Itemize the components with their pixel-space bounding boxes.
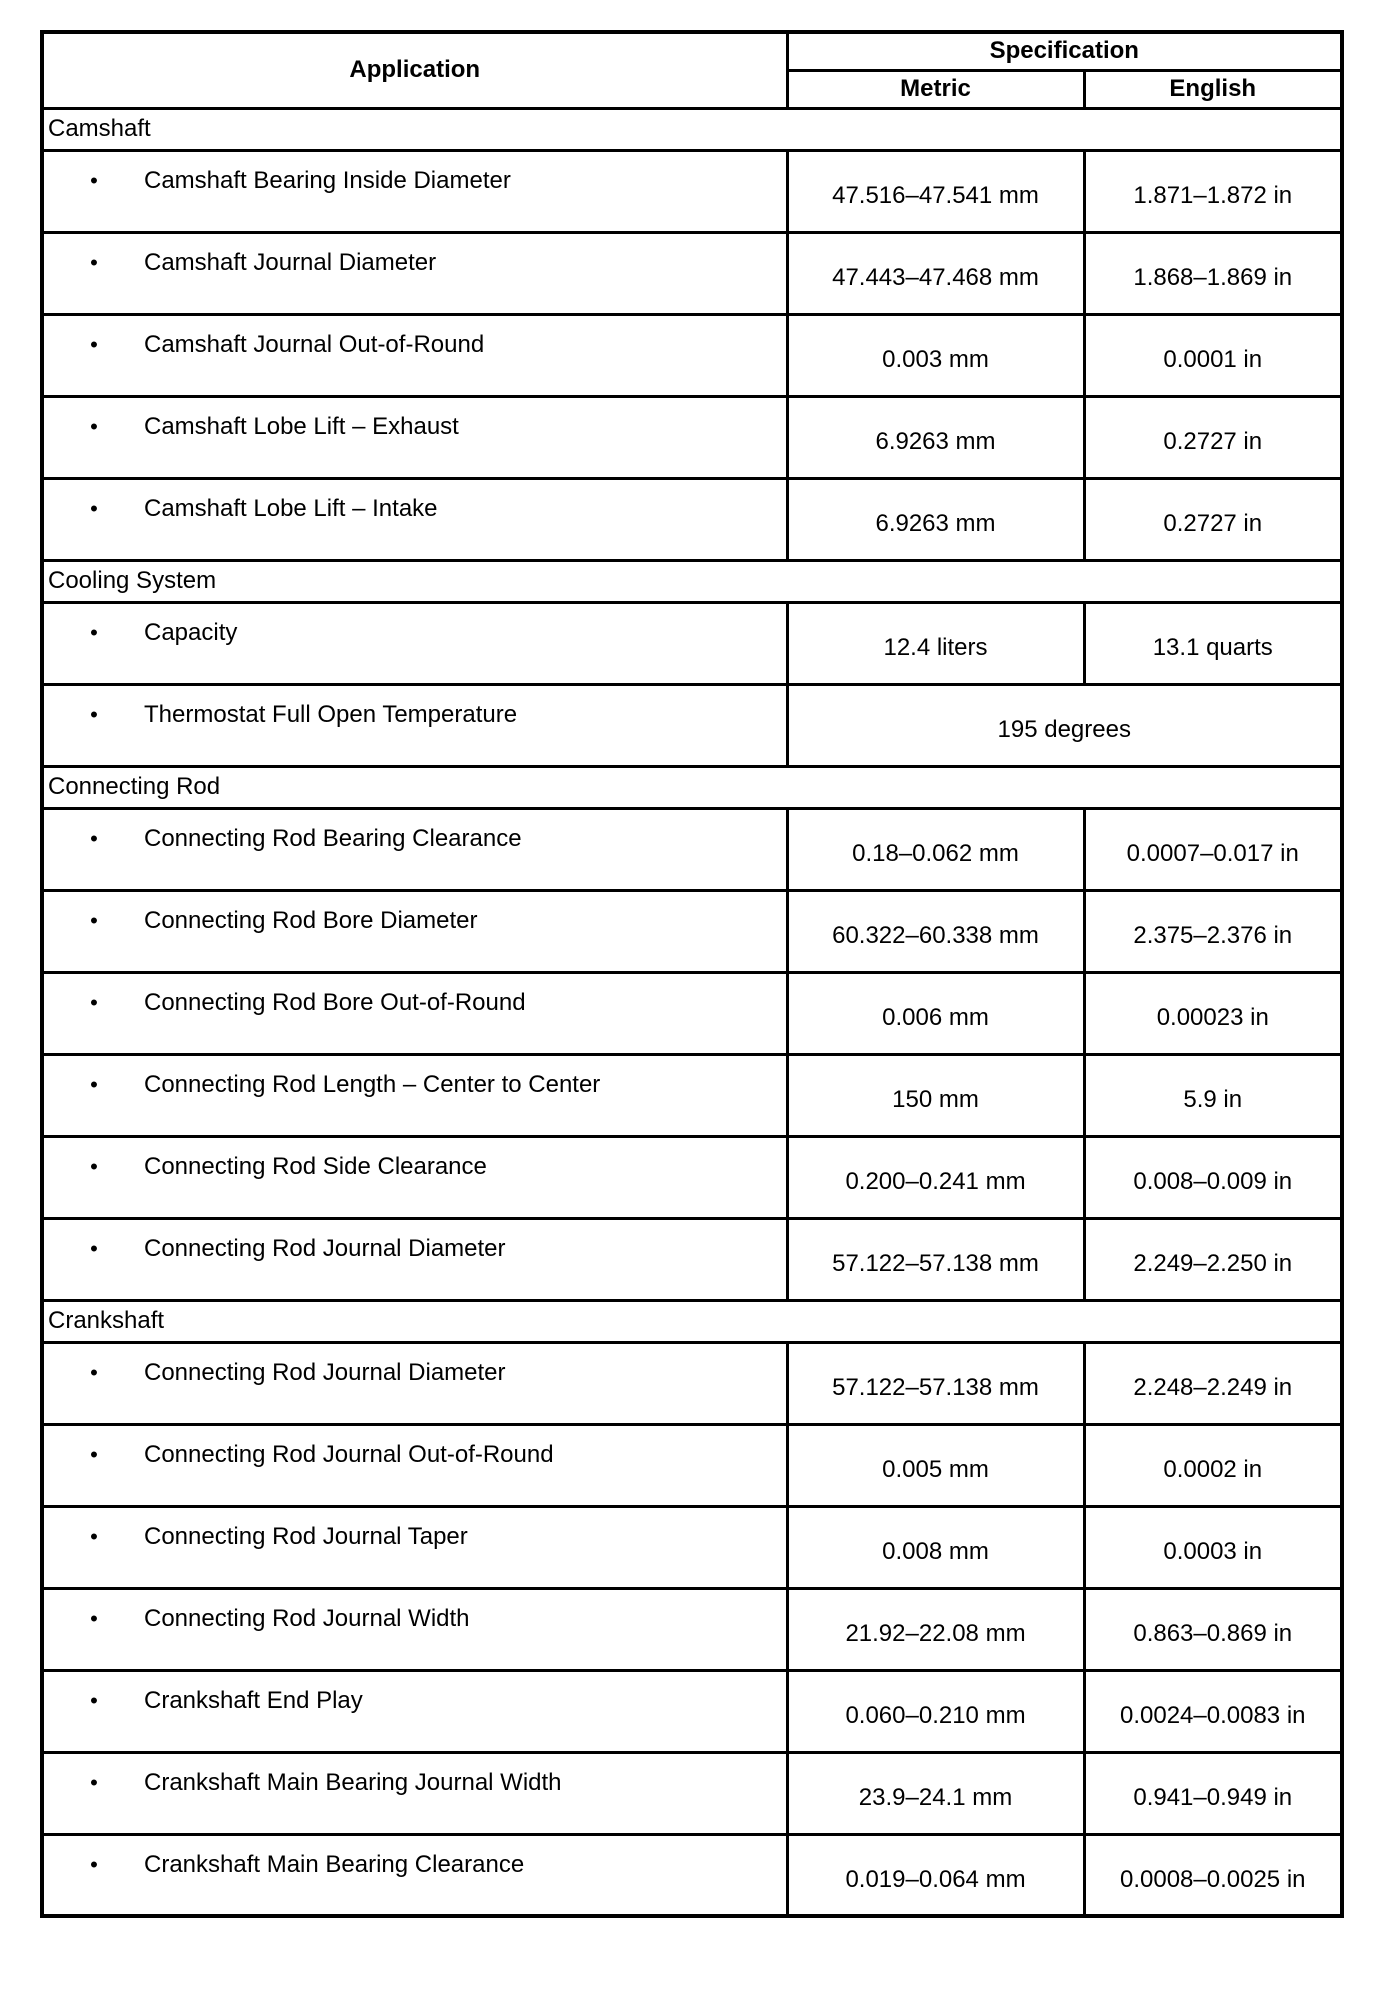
section-row xyxy=(42,108,1342,150)
table-row xyxy=(42,1136,1342,1218)
table-row xyxy=(42,890,1342,972)
item-label: Connecting Rod Journal Taper xyxy=(144,1522,468,1550)
english-value: 0.0007–0.017 in xyxy=(1084,808,1342,890)
item-label: Connecting Rod Journal Width xyxy=(144,1604,470,1632)
table-row xyxy=(42,602,1342,684)
item-label: Thermostat Full Open Temperature xyxy=(144,700,518,728)
bullet-icon: • xyxy=(90,701,98,727)
specification-header: Specification xyxy=(787,32,1342,70)
english-value: 0.2727 in xyxy=(1084,396,1342,478)
english-value: 0.008–0.009 in xyxy=(1084,1136,1342,1218)
application-cell xyxy=(42,1670,787,1752)
application-cell xyxy=(42,890,787,972)
english-value: 0.0002 in xyxy=(1084,1424,1342,1506)
table-row xyxy=(42,1424,1342,1506)
table-row xyxy=(42,1670,1342,1752)
application-cell xyxy=(42,1136,787,1218)
metric-value: 0.006 mm xyxy=(787,972,1084,1054)
application-cell xyxy=(42,1054,787,1136)
application-cell xyxy=(42,1218,787,1300)
item-label: Camshaft Lobe Lift – Intake xyxy=(144,494,438,522)
application-header: Application xyxy=(42,32,787,108)
bullet-icon: • xyxy=(90,1605,98,1631)
bullet-icon: • xyxy=(90,167,98,193)
metric-value: 57.122–57.138 mm xyxy=(787,1218,1084,1300)
metric-value: 47.516–47.541 mm xyxy=(787,150,1084,232)
english-value: 1.871–1.872 in xyxy=(1084,150,1342,232)
item-label: Crankshaft End Play xyxy=(144,1686,363,1714)
item-label: Connecting Rod Journal Diameter xyxy=(144,1358,506,1386)
application-cell xyxy=(42,602,787,684)
metric-value: 0.005 mm xyxy=(787,1424,1084,1506)
table-row xyxy=(42,314,1342,396)
bullet-icon: • xyxy=(90,1235,98,1261)
english-value: 0.0003 in xyxy=(1084,1506,1342,1588)
combined-value: 195 degrees xyxy=(787,684,1342,766)
application-cell xyxy=(42,314,787,396)
item-label: Connecting Rod Journal Diameter xyxy=(144,1234,506,1262)
table-row xyxy=(42,808,1342,890)
bullet-icon: • xyxy=(90,413,98,439)
english-value: 13.1 quarts xyxy=(1084,602,1342,684)
table-row xyxy=(42,396,1342,478)
application-cell xyxy=(42,1342,787,1424)
metric-header: Metric xyxy=(787,70,1084,108)
metric-value: 0.060–0.210 mm xyxy=(787,1670,1084,1752)
english-value: 1.868–1.869 in xyxy=(1084,232,1342,314)
english-value: 2.375–2.376 in xyxy=(1084,890,1342,972)
metric-value: 0.008 mm xyxy=(787,1506,1084,1588)
table-row xyxy=(42,478,1342,560)
metric-value: 57.122–57.138 mm xyxy=(787,1342,1084,1424)
section-title: Crankshaft xyxy=(42,1300,1342,1342)
section-row xyxy=(42,766,1342,808)
application-cell xyxy=(42,232,787,314)
bullet-icon: • xyxy=(90,1359,98,1385)
bullet-icon: • xyxy=(90,1851,98,1877)
english-value: 0.2727 in xyxy=(1084,478,1342,560)
table-row xyxy=(42,1054,1342,1136)
bullet-icon: • xyxy=(90,989,98,1015)
bullet-icon: • xyxy=(90,495,98,521)
item-label: Connecting Rod Length – Center to Center xyxy=(144,1070,601,1098)
english-value: 0.863–0.869 in xyxy=(1084,1588,1342,1670)
english-value: 0.0001 in xyxy=(1084,314,1342,396)
metric-value: 0.18–0.062 mm xyxy=(787,808,1084,890)
metric-value: 0.003 mm xyxy=(787,314,1084,396)
english-value: 0.0024–0.0083 in xyxy=(1084,1670,1342,1752)
application-cell xyxy=(42,396,787,478)
metric-value: 23.9–24.1 mm xyxy=(787,1752,1084,1834)
english-value: 0.00023 in xyxy=(1084,972,1342,1054)
bullet-icon: • xyxy=(90,1687,98,1713)
bullet-icon: • xyxy=(90,1523,98,1549)
table-row xyxy=(42,684,1342,766)
english-value: 0.941–0.949 in xyxy=(1084,1752,1342,1834)
table-row xyxy=(42,1588,1342,1670)
application-cell xyxy=(42,972,787,1054)
table-row xyxy=(42,1834,1342,1916)
application-cell xyxy=(42,1588,787,1670)
bullet-icon: • xyxy=(90,619,98,645)
english-value: 5.9 in xyxy=(1084,1054,1342,1136)
item-label: Connecting Rod Journal Out-of-Round xyxy=(144,1440,554,1468)
table-row xyxy=(42,972,1342,1054)
metric-value: 60.322–60.338 mm xyxy=(787,890,1084,972)
section-row xyxy=(42,560,1342,602)
metric-value: 0.019–0.064 mm xyxy=(787,1834,1084,1916)
application-cell xyxy=(42,808,787,890)
application-cell xyxy=(42,684,787,766)
table-row xyxy=(42,150,1342,232)
table-body xyxy=(42,108,1342,1916)
metric-value: 47.443–47.468 mm xyxy=(787,232,1084,314)
table-row xyxy=(42,1342,1342,1424)
bullet-icon: • xyxy=(90,331,98,357)
item-label: Connecting Rod Bore Out-of-Round xyxy=(144,988,526,1016)
table-row xyxy=(42,1752,1342,1834)
application-cell xyxy=(42,1424,787,1506)
item-label: Camshaft Bearing Inside Diameter xyxy=(144,166,511,194)
table-row xyxy=(42,1506,1342,1588)
item-label: Camshaft Journal Diameter xyxy=(144,248,437,276)
application-cell xyxy=(42,478,787,560)
item-label: Crankshaft Main Bearing Clearance xyxy=(144,1850,525,1878)
metric-value: 0.200–0.241 mm xyxy=(787,1136,1084,1218)
bullet-icon: • xyxy=(90,1769,98,1795)
table-row xyxy=(42,232,1342,314)
item-label: Connecting Rod Side Clearance xyxy=(144,1152,487,1180)
application-cell xyxy=(42,1834,787,1916)
item-label: Camshaft Journal Out-of-Round xyxy=(144,330,485,358)
application-cell xyxy=(42,150,787,232)
metric-value: 21.92–22.08 mm xyxy=(787,1588,1084,1670)
bullet-icon: • xyxy=(90,1153,98,1179)
section-row xyxy=(42,1300,1342,1342)
application-cell xyxy=(42,1752,787,1834)
english-value: 0.0008–0.0025 in xyxy=(1084,1834,1342,1916)
bullet-icon: • xyxy=(90,249,98,275)
section-title: Cooling System xyxy=(42,560,1342,602)
bullet-icon: • xyxy=(90,907,98,933)
section-title: Camshaft xyxy=(42,108,1342,150)
application-cell xyxy=(42,1506,787,1588)
table-row xyxy=(42,1218,1342,1300)
specification-table xyxy=(40,30,1344,1918)
item-label: Connecting Rod Bore Diameter xyxy=(144,906,478,934)
metric-value: 6.9263 mm xyxy=(787,396,1084,478)
english-value: 2.249–2.250 in xyxy=(1084,1218,1342,1300)
bullet-icon: • xyxy=(90,1441,98,1467)
bullet-icon: • xyxy=(90,1071,98,1097)
bullet-icon: • xyxy=(90,825,98,851)
english-value: 2.248–2.249 in xyxy=(1084,1342,1342,1424)
item-label: Camshaft Lobe Lift – Exhaust xyxy=(144,412,459,440)
item-label: Connecting Rod Bearing Clearance xyxy=(144,824,522,852)
metric-value: 150 mm xyxy=(787,1054,1084,1136)
item-label: Capacity xyxy=(144,618,238,646)
section-title: Connecting Rod xyxy=(42,766,1342,808)
metric-value: 12.4 liters xyxy=(787,602,1084,684)
english-header: English xyxy=(1084,70,1342,108)
table-header xyxy=(42,32,1342,108)
item-label: Crankshaft Main Bearing Journal Width xyxy=(144,1768,562,1796)
metric-value: 6.9263 mm xyxy=(787,478,1084,560)
